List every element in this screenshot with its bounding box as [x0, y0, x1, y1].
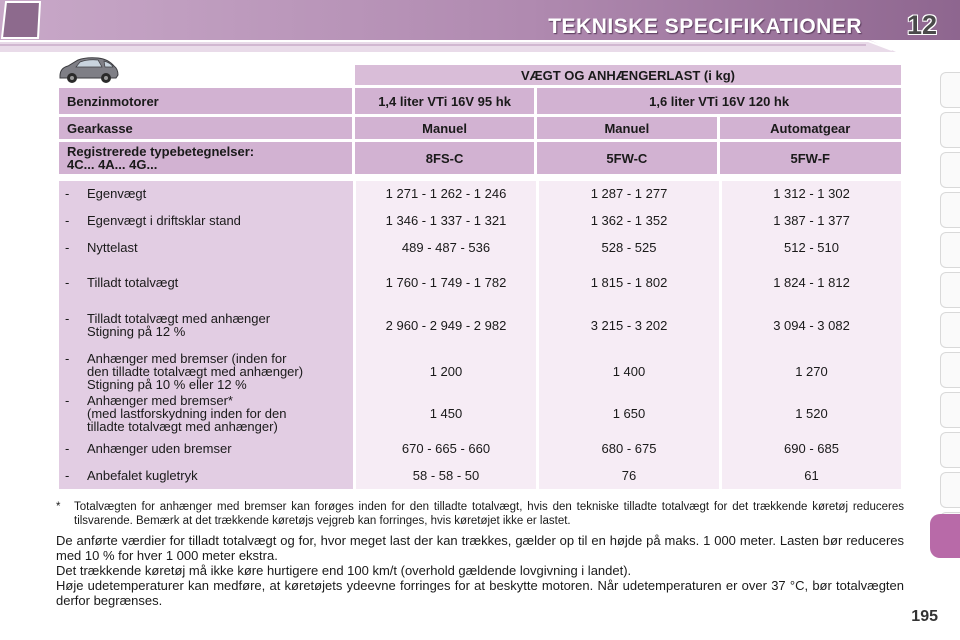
footnote-text: Totalvægten for anhænger med bremser kan forøges inden for den tilladte totalvægt, hvis den tekniske tilladte totalvægt for det trækkende køretøj reduceres tilsvarende. Bemærk at det trækkende køretøjs vejgreb kan forringes, hvis køretøjet ikke er lastet. — [74, 501, 904, 527]
table-row — [59, 394, 901, 433]
row-label-line: Anbefalet kugletryk — [87, 468, 198, 483]
gearbox-cell: Manuel — [537, 117, 716, 139]
chapter-tab — [940, 392, 960, 428]
chapter-tab — [940, 112, 960, 148]
chapter-badge-icon — [0, 0, 44, 40]
page-title: TEKNISKE SPECIFIKATIONER — [548, 15, 862, 38]
row-value: 1 362 - 1 352 — [590, 213, 668, 228]
row-value: 1 271 - 1 262 - 1 246 — [385, 186, 507, 201]
table-row — [59, 352, 901, 391]
row-label-line: (med lastforskydning inden for den — [87, 406, 287, 421]
row-value: 1 760 - 1 749 - 1 782 — [385, 275, 507, 290]
row-value: 1 815 - 1 802 — [590, 275, 668, 290]
row-value: 2 960 - 2 949 - 2 982 — [385, 317, 507, 333]
chapter-tab — [940, 272, 960, 308]
row-value: 3 215 - 3 202 — [590, 317, 668, 333]
row-value: 1 450 — [429, 406, 463, 421]
type-cell: 5FW-C — [537, 142, 716, 174]
chapter-tab — [940, 72, 960, 108]
chapter-number: 12 — [906, 10, 938, 40]
row-label — [65, 276, 353, 289]
row-value: 1 650 — [612, 406, 646, 421]
row-value: 1 200 — [429, 364, 463, 379]
row-label — [65, 352, 353, 391]
row-label — [65, 442, 353, 455]
row-dash: - — [65, 351, 70, 366]
table-row — [59, 442, 901, 455]
row-label-text — [87, 469, 198, 482]
row-value: 61 — [804, 468, 819, 483]
weight-table — [56, 62, 904, 177]
row-dash: - — [65, 441, 70, 456]
row-label-line: Egenvægt i driftsklar stand — [87, 213, 241, 228]
row-value: 1 270 — [795, 364, 828, 379]
row-label — [65, 241, 353, 254]
row-value: 1 400 — [612, 364, 646, 379]
chapter-tab — [940, 152, 960, 188]
chapter-tab — [940, 432, 960, 468]
row-value: 1 824 - 1 812 — [773, 275, 850, 290]
page-header — [0, 0, 960, 52]
row-value: 1 287 - 1 277 — [590, 186, 668, 201]
row-dash: - — [65, 393, 70, 408]
row-dash: - — [65, 240, 70, 255]
row-label-line: Anhænger uden bremser — [87, 441, 232, 456]
row-label-line: Anhænger med bremser* — [87, 393, 233, 408]
row-value: 690 - 685 — [784, 441, 839, 456]
chapter-tab — [940, 312, 960, 348]
table-row — [59, 214, 901, 227]
row-dash: - — [65, 275, 70, 290]
page-number: 195 — [911, 608, 938, 625]
row-value: 58 - 58 - 50 — [412, 468, 480, 483]
table-row — [59, 469, 901, 482]
chapter-tabs — [938, 66, 960, 576]
table-title: VÆGT OG ANHÆNGERLAST (i kg) — [355, 65, 901, 85]
gearbox-cell: Automatgear — [720, 117, 902, 139]
row-label-line: Stigning på 10 % eller 12 % — [87, 377, 247, 392]
row-value: 1 520 — [795, 406, 828, 421]
row-label-text — [87, 394, 286, 433]
types-label — [59, 142, 352, 174]
row-dash: - — [65, 213, 70, 228]
type-cell: 8FS-C — [355, 142, 534, 174]
row-label-text — [87, 312, 270, 338]
table-row — [59, 276, 901, 289]
row-value: 512 - 510 — [784, 240, 839, 255]
row-dash: - — [65, 311, 70, 326]
paragraph: Høje udetemperaturer kan medføre, at køretøjets ydeevne forringes for at beskytte motoren. Når udetemperaturen er over 37 °C, bør totalvægten derfor begrænses. — [56, 578, 904, 608]
paragraph: De anførte værdier for tilladt totalvægt og for, hvor meget last der kan trækkes, gælder op til en højde på maks. 1 000 meter. Lasten bør reduceres med 10 % for hver 1 000 meter ekstra. — [56, 533, 904, 563]
row-label-line: Stigning på 12 % — [87, 324, 186, 339]
row-label-text — [87, 241, 138, 254]
gearbox-label: Gearkasse — [59, 117, 352, 139]
row-label — [65, 214, 353, 227]
row-value: 76 — [621, 468, 637, 483]
row-label-line: Tilladt totalvægt — [87, 275, 179, 290]
chapter-tab-active — [930, 514, 960, 558]
row-dash: - — [65, 186, 70, 201]
row-label-text — [87, 214, 241, 227]
row-label-line: tilladte totalvægt med anhænger) — [87, 419, 278, 434]
row-value: 1 387 - 1 377 — [773, 213, 850, 228]
chapter-tab — [940, 352, 960, 388]
types-label-line: 4C... 4A... 4G... — [67, 157, 158, 172]
table-row — [59, 187, 901, 200]
row-label-text — [87, 187, 146, 200]
paragraph: Det trækkende køretøj må ikke køre hurtigere end 100 km/t (overhold gældende lovgivning i landet). — [56, 563, 632, 578]
row-label — [65, 394, 353, 433]
row-value: 1 312 - 1 302 — [773, 186, 850, 201]
row-value: 489 - 487 - 536 — [401, 240, 491, 255]
gearbox-cell: Manuel — [355, 117, 534, 139]
row-label — [65, 312, 353, 338]
row-label — [65, 187, 353, 200]
row-label-text — [87, 276, 178, 289]
data-rows — [59, 181, 901, 489]
footnote-star: * — [56, 501, 61, 513]
row-label-line: Egenvægt — [87, 186, 147, 201]
chapter-tab — [940, 192, 960, 228]
row-value: 528 - 525 — [601, 240, 657, 255]
row-value: 1 346 - 1 337 - 1 321 — [385, 213, 507, 228]
engines-label: Benzinmotorer — [59, 88, 352, 114]
row-label — [65, 469, 353, 482]
engine-a-header: 1,4 liter VTi 16V 95 hk — [355, 88, 534, 114]
footnote — [56, 500, 904, 528]
type-cell: 5FW-F — [720, 142, 902, 174]
table-row — [59, 241, 901, 254]
row-label-text — [87, 352, 303, 391]
row-value: 680 - 675 — [601, 441, 657, 456]
row-value: 670 - 665 - 660 — [401, 441, 491, 456]
types-label-line: Registrerede typebetegnelser: — [67, 144, 255, 159]
engine-b-header: 1,6 liter VTi 16V 120 hk — [537, 88, 901, 114]
chapter-tab — [940, 472, 960, 508]
row-dash: - — [65, 468, 70, 483]
row-label-text — [87, 442, 232, 455]
row-label-line: Anhænger med bremser (inden for — [87, 351, 287, 366]
row-value: 3 094 - 3 082 — [773, 317, 850, 333]
row-label-line: Tilladt totalvægt med anhænger — [87, 311, 271, 326]
row-label-line: Nyttelast — [87, 240, 138, 255]
table-row — [59, 312, 901, 338]
row-label-line: den tilladte totalvægt med anhænger) — [87, 364, 304, 379]
chapter-tab — [940, 232, 960, 268]
